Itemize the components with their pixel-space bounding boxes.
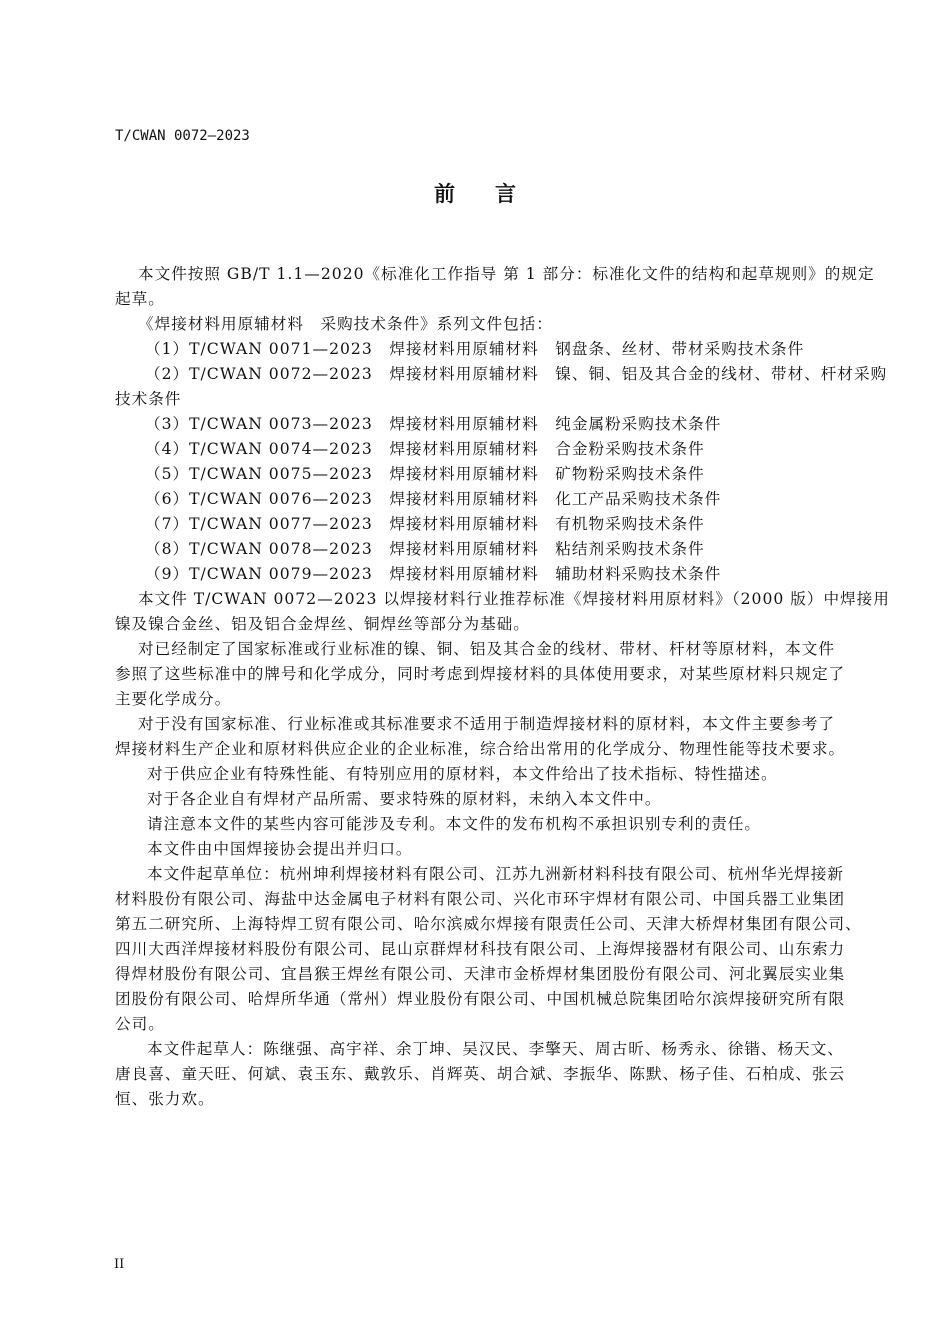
text-line: 本文件按照 GB/T 1.1—2020《标准化工作指导 第 1 部分：标准化文件的结构和起草规则》的规定 <box>138 265 875 283</box>
text-line: 对于各企业自有焊材产品所需、要求特殊的原材料，未纳入本文件中。 <box>147 790 662 808</box>
paragraph <box>115 787 849 812</box>
text-line: 公司。 <box>115 1015 165 1033</box>
text-line: 镍及镍合金丝、铝及铝合金焊丝、铜焊丝等部分为基础。 <box>115 615 530 633</box>
paragraph <box>115 537 849 562</box>
page-number: II <box>114 1257 125 1272</box>
paragraph <box>115 462 849 487</box>
paragraph <box>115 812 849 837</box>
text-line: 唐良喜、童天旺、何斌、袁玉东、戴敦乐、肖辉英、胡合斌、李振华、陈默、杨子佳、石柏成、张云 <box>115 1065 846 1083</box>
text-line: 对于没有国家标准、行业标准或其标准要求不适用于制造焊接材料的原材料，本文件主要参考了 <box>138 715 835 733</box>
text-line: 本文件由中国焊接协会提出并归口。 <box>147 840 413 858</box>
text-line: （8）T/CWAN 0078—2023 焊接材料用原辅材料 粘结剂采购技术条件 <box>145 540 705 558</box>
text-line: 起草。 <box>115 290 165 308</box>
text-line: （7）T/CWAN 0077—2023 焊接材料用原辅材料 有机物采购技术条件 <box>145 515 705 533</box>
paragraph <box>115 712 849 762</box>
text-line: 参照了这些标准中的牌号和化学成分，同时考虑到焊接材料的具体使用要求，对某些原材料只规定了 <box>115 665 846 683</box>
paragraph <box>115 262 875 312</box>
text-line: 团股份有限公司、哈焊所华通（常州）焊业股份有限公司、中国机械总院集团哈尔滨焊接研究所有限 <box>115 990 846 1008</box>
text-line: 恒、张力欢。 <box>115 1090 215 1108</box>
paragraph <box>115 337 849 362</box>
text-line: 技术条件 <box>115 390 182 408</box>
text-line: 《焊接材料用原辅材料 采购技术条件》系列文件包括： <box>138 315 553 333</box>
text-line: 得焊材股份有限公司、宜昌猴王焊丝有限公司、天津市金桥焊材集团股份有限公司、河北翼辰实业集 <box>115 965 846 983</box>
paragraph <box>115 862 862 1037</box>
text-line: 主要化学成分。 <box>115 690 232 708</box>
text-line: 焊接材料生产企业和原材料供应企业的企业标准，综合给出常用的化学成分、物理性能等技术要求。 <box>115 740 846 758</box>
text-line: 本文件 T/CWAN 0072—2023 以焊接材料行业推荐标准《焊接材料用原材料》（2000 版）中焊接用 <box>138 590 890 608</box>
text-line: 对于供应企业有特殊性能、有特别应用的原材料，本文件给出了技术指标、特性描述。 <box>147 765 778 783</box>
text-line: （6）T/CWAN 0076—2023 焊接材料用原辅材料 化工产品采购技术条件 <box>145 490 722 508</box>
text-line: 四川大西洋焊接材料股份有限公司、昆山京群焊材科技有限公司、上海焊接器材有限公司、山东索力 <box>115 940 846 958</box>
text-line: 请注意本文件的某些内容可能涉及专利。本文件的发布机构不承担识别专利的责任。 <box>147 815 761 833</box>
text-line: 对已经制定了国家标准或行业标准的镍、铜、铝及其合金的线材、带材、杆材等原材料，本文件 <box>138 640 835 658</box>
paragraph <box>115 587 890 637</box>
paragraph <box>115 562 849 587</box>
paragraph <box>115 762 849 787</box>
paragraph <box>115 637 849 712</box>
text-line: （9）T/CWAN 0079—2023 焊接材料用原辅材料 辅助材料采购技术条件 <box>145 565 722 583</box>
text-line: 第五二研究所、上海特焊工贸有限公司、哈尔滨威尔焊接有限责任公司、天津大桥焊材集团有限公司、 <box>115 915 862 933</box>
text-line: （5）T/CWAN 0075—2023 焊接材料用原辅材料 矿物粉采购技术条件 <box>145 465 705 483</box>
paragraph <box>115 512 849 537</box>
text-line: 材料股份有限公司、海盐中达金属电子材料有限公司、兴化市环宇焊材有限公司、中国兵器工业集团 <box>115 890 846 908</box>
page-title: 前言 <box>434 181 556 206</box>
document-body <box>115 262 890 1112</box>
text-line: （2）T/CWAN 0072—2023 焊接材料用原辅材料 镍、铜、铝及其合金的线材、带材、杆材采购 <box>145 365 888 383</box>
text-line: （1）T/CWAN 0071—2023 焊接材料用原辅材料 钢盘条、丝材、带材采购技术条件 <box>145 340 805 358</box>
paragraph <box>115 412 849 437</box>
paragraph <box>115 312 849 337</box>
text-line: 本文件起草单位：杭州坤利焊接材料有限公司、江苏九洲新材料科技有限公司、杭州华光焊接新 <box>147 865 844 883</box>
paragraph <box>115 837 849 862</box>
paragraph <box>115 487 849 512</box>
paragraph <box>115 362 888 412</box>
document-number-header: T/CWAN 0072—2023 <box>115 128 250 144</box>
text-line: 本文件起草人：陈继强、高宇祥、余丁坤、吴汉民、李擎天、周古昕、杨秀永、徐锴、杨天文、 <box>147 1040 844 1058</box>
text-line: （3）T/CWAN 0073—2023 焊接材料用原辅材料 纯金属粉采购技术条件 <box>145 415 722 433</box>
paragraph <box>115 437 849 462</box>
text-line: （4）T/CWAN 0074—2023 焊接材料用原辅材料 合金粉采购技术条件 <box>145 440 705 458</box>
paragraph <box>115 1037 849 1112</box>
